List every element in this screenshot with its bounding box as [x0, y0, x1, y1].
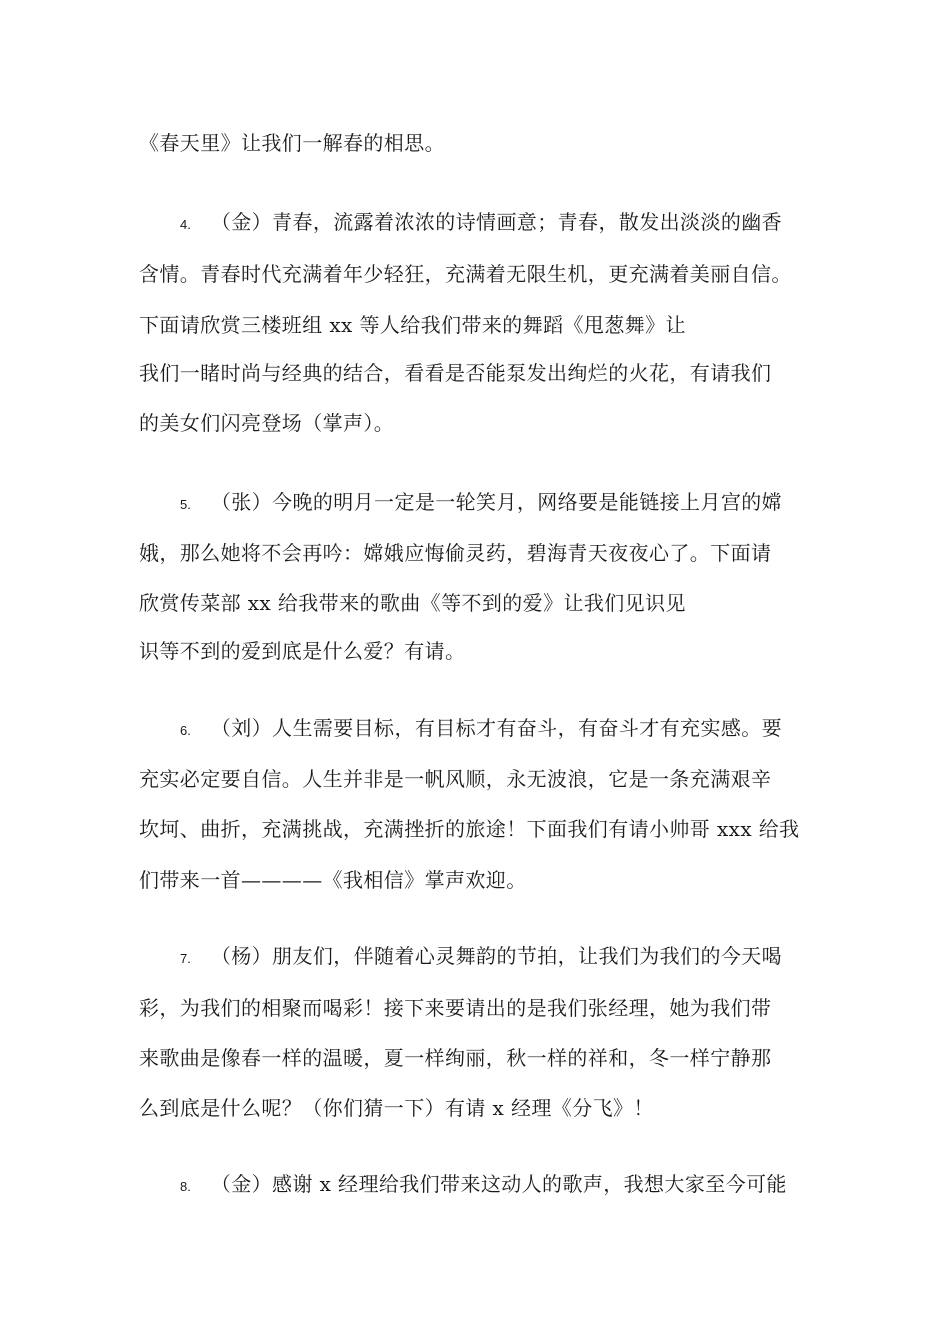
text-line: 们带来一首————《我相信》掌声欢迎。 [139, 868, 527, 892]
paragraph-4-first-line [180, 208, 782, 239]
paragraph-6-first-line [180, 714, 782, 745]
text-line: 来歌曲是像春一样的温暖，夏一样绚丽，秋一样的祥和，冬一样宁静那 [139, 1046, 772, 1070]
paragraph-number: 4. [180, 217, 191, 232]
text-line: 下面请欣赏三楼班组 xx 等人给我们带来的舞蹈《甩葱舞》让 [139, 313, 686, 337]
paragraph-8-first-line [180, 1170, 787, 1201]
paragraph-number: 5. [180, 497, 191, 512]
text-line: （刘）人生需要目标，有目标才有奋斗，有奋斗才有充实感。要 [210, 716, 783, 740]
paragraph-number: 8. [180, 1179, 191, 1194]
text-line: 含情。青春时代充满着年少轻狂，充满着无限生机，更充满着美丽自信。 [139, 262, 792, 286]
text-line: 欣赏传菜部 xx 给我带来的歌曲《等不到的爱》让我们见识见 [139, 591, 686, 615]
text-line: 识等不到的爱到底是什么爱？有请。 [139, 639, 466, 663]
text-line: 彩，为我们的相聚而喝彩！接下来要请出的是我们张经理，她为我们带 [139, 996, 772, 1020]
text-line: 我们一睹时尚与经典的结合，看看是否能泵发出绚烂的火花，有请我们 [139, 361, 772, 385]
text-line: 充实必定要自信。人生并非是一帆风顺，永无波浪，它是一条充满艰辛 [139, 767, 772, 791]
paragraph-number: 6. [180, 723, 191, 738]
text-line: 《春天里》让我们一解春的相思。 [139, 131, 445, 155]
text-line: 么到底是什么呢？（你们猜一下）有请 x 经理《分飞》！ [139, 1096, 654, 1120]
paragraph-5-first-line [180, 488, 782, 519]
text-line: （金）青春，流露着浓浓的诗情画意；青春，散发出淡淡的幽香 [210, 210, 783, 234]
paragraph-7-first-line [180, 942, 782, 973]
paragraph-number: 7. [180, 951, 191, 966]
text-line: （张）今晚的明月一定是一轮笑月，网络要是能链接上月宫的嫦 [210, 490, 783, 514]
text-line: 娥，那么她将不会再吟：嫦娥应悔偷灵药，碧海青天夜夜心了。下面请 [139, 541, 772, 565]
text-line: （金）感谢 x 经理给我们带来这动人的歌声，我想大家至今可能 [210, 1172, 787, 1196]
text-line: 坎坷、曲折，充满挑战，充满挫折的旅途！下面我们有请小帅哥 xxx 给我 [139, 817, 800, 841]
text-line: （杨）朋友们，伴随着心灵舞韵的节拍，让我们为我们的今天喝 [210, 944, 783, 968]
text-line: 的美女们闪亮登场（掌声）。 [139, 411, 395, 435]
